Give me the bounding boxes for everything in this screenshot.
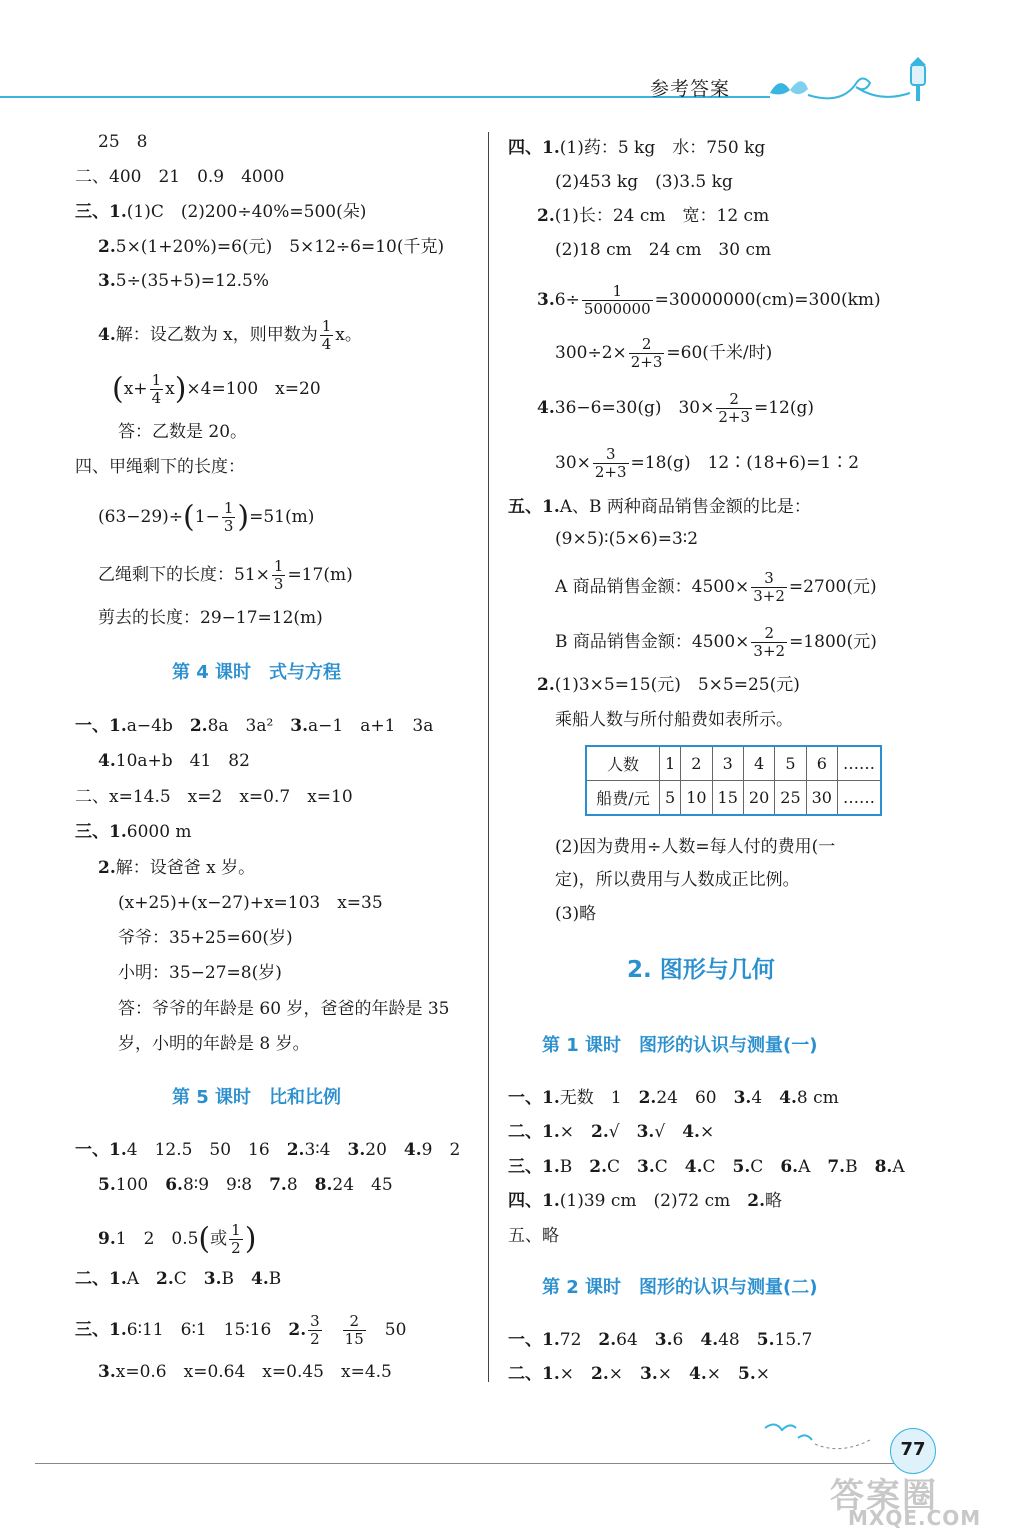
- equation-line: 4.36−6=30(g) 30× $\frac{2}{2+3}$ =12(g): [537, 390, 815, 426]
- item-number: 4.: [403, 1140, 422, 1160]
- item-answer: A: [892, 1157, 905, 1177]
- item-number: 二、1.: [508, 1364, 560, 1384]
- answer-line: 2.(1)3×5=15(元) 5×5=25(元): [537, 675, 800, 695]
- item-answer: 3∶4: [304, 1140, 348, 1160]
- butterfly-lamp-decoration-icon: [760, 55, 940, 110]
- answer-line: 三、1.6∶11 6∶1 15∶16 2. $\frac{3}{2}$ $\frac{2}{15}$ 50: [75, 1312, 407, 1348]
- item-answer: C: [654, 1157, 685, 1177]
- item-number: 4.: [684, 1157, 703, 1177]
- item-number: 8.: [874, 1157, 893, 1177]
- item-number: 一、1.: [508, 1330, 560, 1350]
- table-cell: 5: [775, 746, 806, 781]
- item-number: 四、1.: [508, 1191, 560, 1211]
- answer-line: 剪去的长度：29−17=12(m): [98, 608, 323, 628]
- item-answer: √: [608, 1122, 637, 1142]
- equation-line: B 商品销售金额：4500× $\frac{2}{3+2}$ =1800(元): [555, 624, 877, 660]
- table-cell: 30: [806, 781, 837, 816]
- answer-line: 3.x=0.6 x=0.64 x=0.45 x=4.5: [98, 1362, 392, 1382]
- item-number: 5.: [756, 1330, 775, 1350]
- item-number: 3.: [636, 1122, 655, 1142]
- table-row: [586, 781, 881, 816]
- item-answer: B: [559, 1157, 590, 1177]
- item-number: 3.: [347, 1140, 366, 1160]
- item-answer: 15.7: [774, 1330, 813, 1350]
- answer-line: 小明：35−27=8(岁): [118, 963, 282, 983]
- item-number: 4.: [251, 1269, 269, 1289]
- table-cell: 20: [743, 781, 774, 816]
- item-number: 7.: [827, 1157, 846, 1177]
- item-answer: 48: [718, 1330, 757, 1350]
- answer-line: 乘船人数与所付船费如表所示。: [555, 710, 793, 730]
- item-number: 4.: [779, 1088, 797, 1108]
- answer-line: 五、略: [508, 1226, 559, 1246]
- column-divider: [488, 132, 489, 1382]
- answer-line: [508, 1363, 770, 1385]
- item-answer: 9 2: [421, 1140, 461, 1160]
- item-answer: ×: [608, 1364, 640, 1384]
- item-number: 二、1.: [508, 1122, 560, 1142]
- item-number: 6.: [165, 1175, 183, 1195]
- item-answer: C: [173, 1269, 204, 1289]
- answer-line: 4.10a+b 41 82: [98, 751, 250, 771]
- item-answer: 24 45: [332, 1175, 393, 1195]
- answer-line: [508, 1087, 839, 1109]
- equation-line: 乙绳剩下的长度：51× $\frac{1}{3}$ =17(m): [98, 557, 353, 593]
- table-cell: 船费/元: [586, 781, 660, 816]
- item-answer: 略: [765, 1191, 783, 1211]
- item-number: 2.: [598, 1330, 617, 1350]
- item-number: 5.: [738, 1364, 756, 1384]
- item-number: 5.: [98, 1175, 116, 1195]
- answer-line: 25 8: [98, 132, 148, 152]
- answer-line: 二、400 21 0.9 4000: [75, 167, 285, 187]
- item-answer: 8 cm: [796, 1088, 839, 1108]
- item-answer: 6: [672, 1330, 701, 1350]
- answer-line: 定)，所以费用与人数成正比例。: [555, 870, 800, 890]
- equation-line: 300÷2× $\frac{2}{2+3}$ =60(千米/时): [555, 335, 773, 371]
- item-number: 2.: [591, 1122, 609, 1142]
- section-heading: 第 2 课时 图形的认识与测量(二): [542, 1277, 818, 1298]
- item-answer: C: [607, 1157, 638, 1177]
- equation-line: 30× $\frac{3}{2+3}$ =18(g) 12∶(18+6)=1∶2: [555, 445, 860, 481]
- answer-line: 2.5×(1+20%)=6(元) 5×12÷6=10(千克): [98, 237, 445, 257]
- item-answer: 8: [286, 1175, 315, 1195]
- answer-line: (3)略: [555, 904, 597, 924]
- answer-line: (2)453 kg (3)3.5 kg: [555, 172, 733, 192]
- answer-line: 3.5÷(35+5)=12.5%: [98, 271, 270, 291]
- item-answer: B: [221, 1269, 252, 1289]
- table-cell: 1: [660, 746, 681, 781]
- answer-line: 2.解：设爸爸 x 岁。: [98, 858, 256, 878]
- item-answer: C: [702, 1157, 733, 1177]
- item-answer: 64: [616, 1330, 655, 1350]
- answer-line: [508, 1190, 782, 1212]
- section-heading: 第 5 课时 比和比例: [172, 1087, 342, 1108]
- answer-line: (2)因为费用÷人数=每人付的费用(一: [555, 837, 836, 857]
- item-number: 一、1.: [75, 1140, 127, 1160]
- item-number: 一、1.: [508, 1088, 560, 1108]
- table-cell: 人数: [586, 746, 660, 781]
- page-number: 77: [900, 1439, 926, 1460]
- table-cell: 15: [712, 781, 743, 816]
- item-number: 2.: [156, 1269, 174, 1289]
- answer-line: (9×5)∶(5×6)=3∶2: [555, 529, 699, 549]
- answer-line: 9.1 2 0.5(或 $\frac{1}{2}$ ): [98, 1221, 257, 1257]
- answer-line: 岁，小明的年龄是 8 岁。: [118, 1034, 310, 1054]
- answer-line: 一、1.a−4b 2.8a 3a² 3.a−1 a+1 3a: [75, 716, 434, 736]
- item-answer: C: [750, 1157, 781, 1177]
- equation-line: 3.6÷ $\frac{1}{5000000}$ =30000000(cm)=300(km): [537, 282, 881, 318]
- equation-line: (x+ $\frac{1}{4}$ x)×4=100 x=20: [112, 371, 321, 407]
- item-number: 三、1.: [508, 1157, 560, 1177]
- footer-rule: [35, 1463, 915, 1464]
- table-cell: 3: [712, 746, 743, 781]
- item-answer: ×: [657, 1364, 689, 1384]
- answer-line: [75, 1139, 460, 1161]
- answer-line: 三、1.6000 m: [75, 822, 192, 842]
- table-row: [586, 746, 881, 781]
- item-answer: 无数 1: [559, 1088, 639, 1108]
- header-title: 参考答案: [650, 78, 731, 100]
- table-cell: 5: [660, 781, 681, 816]
- answer-line: 五、1.A、B 两种商品销售金额的比是：: [508, 497, 811, 517]
- item-number: 3.: [654, 1330, 673, 1350]
- table-cell: 6: [806, 746, 837, 781]
- watermark-logo: [820, 1470, 1000, 1530]
- item-answer: 72: [559, 1330, 599, 1350]
- fee-table: [585, 745, 882, 816]
- table-cell: 4: [743, 746, 774, 781]
- item-number: 2.: [747, 1191, 766, 1211]
- section-heading: 第 1 课时 图形的认识与测量(一): [542, 1035, 818, 1056]
- watermark-url: MXQE.COM: [848, 1506, 982, 1530]
- item-answer: √: [654, 1122, 683, 1142]
- bird-decoration-icon: [760, 1410, 890, 1460]
- chapter-heading: 2. 图形与几何: [627, 957, 775, 983]
- item-number: 2.: [286, 1140, 305, 1160]
- item-number: 4.: [700, 1330, 719, 1350]
- item-number: 2.: [638, 1088, 657, 1108]
- item-number: 4.: [682, 1122, 700, 1142]
- item-number: 3.: [733, 1088, 752, 1108]
- answer-line: (2)18 cm 24 cm 30 cm: [555, 240, 772, 260]
- item-number: 3.: [640, 1364, 658, 1384]
- item-number: 7.: [269, 1175, 287, 1195]
- item-answer: A: [126, 1269, 157, 1289]
- equation-line: A 商品销售金额：4500× $\frac{3}{3+2}$ =2700(元): [555, 569, 877, 605]
- answer-line: 四、1.(1)药：5 kg 水：750 kg: [508, 138, 766, 158]
- item-number: 5.: [732, 1157, 751, 1177]
- item-answer: B: [845, 1157, 875, 1177]
- item-answer: 20: [365, 1140, 404, 1160]
- answer-line: 4.解：设乙数为 x，则甲数为 $\frac{1}{4}$ x。: [98, 317, 362, 353]
- table-cell: 2: [681, 746, 712, 781]
- equation-line: (63−29)÷(1− $\frac{1}{3}$ )=51(m): [98, 499, 315, 535]
- item-answer: ×: [706, 1364, 738, 1384]
- watermark-text: 答案圈: [830, 1476, 938, 1516]
- item-answer: ×: [755, 1364, 770, 1384]
- item-answer: ×: [559, 1364, 591, 1384]
- item-answer: B: [268, 1269, 282, 1289]
- answer-line: 答：爷爷的年龄是 60 岁，爸爸的年龄是 35: [118, 999, 450, 1019]
- table-cell: ……: [837, 746, 881, 781]
- item-number: 8.: [314, 1175, 333, 1195]
- item-number: 3.: [203, 1269, 222, 1289]
- item-answer: 24 60: [656, 1088, 734, 1108]
- equation-line: (x+25)+(x−27)+x=103 x=35: [118, 893, 383, 913]
- item-number: 2.: [591, 1364, 609, 1384]
- answer-line: [98, 1174, 393, 1196]
- item-answer: 4 12.5 50 16: [126, 1140, 287, 1160]
- section-heading: 第 4 课时 式与方程: [172, 662, 342, 683]
- item-answer: ×: [559, 1122, 591, 1142]
- item-answer: A: [798, 1157, 828, 1177]
- answer-line: [508, 1156, 905, 1178]
- answer-line: [508, 1329, 812, 1351]
- table-cell: 10: [681, 781, 712, 816]
- answer-line: [75, 1268, 281, 1290]
- item-answer: ×: [699, 1122, 715, 1142]
- answer-line: 三、1.(1)C (2)200÷40%=500(朵): [75, 202, 367, 222]
- table-cell: 25: [775, 781, 806, 816]
- item-answer: 8∶9 9∶8: [182, 1175, 270, 1195]
- answer-line: 二、x=14.5 x=2 x=0.7 x=10: [75, 787, 353, 807]
- item-number: 6.: [780, 1157, 799, 1177]
- item-answer: 100: [115, 1175, 166, 1195]
- item-answer: (1)39 cm (2)72 cm: [559, 1191, 748, 1211]
- item-number: 二、1.: [75, 1269, 127, 1289]
- answer-line: 答：乙数是 20。: [118, 422, 248, 442]
- item-answer: 4: [751, 1088, 780, 1108]
- item-number: 3.: [637, 1157, 655, 1177]
- item-number: 4.: [689, 1364, 707, 1384]
- item-number: 2.: [589, 1157, 607, 1177]
- answer-line: 2.(1)长：24 cm 宽：12 cm: [537, 206, 770, 226]
- answer-line: 爷爷：35+25=60(岁): [118, 928, 293, 948]
- answer-line: [508, 1121, 714, 1143]
- answer-line: 四、甲绳剩下的长度：: [75, 457, 245, 477]
- table-cell: ……: [837, 781, 881, 816]
